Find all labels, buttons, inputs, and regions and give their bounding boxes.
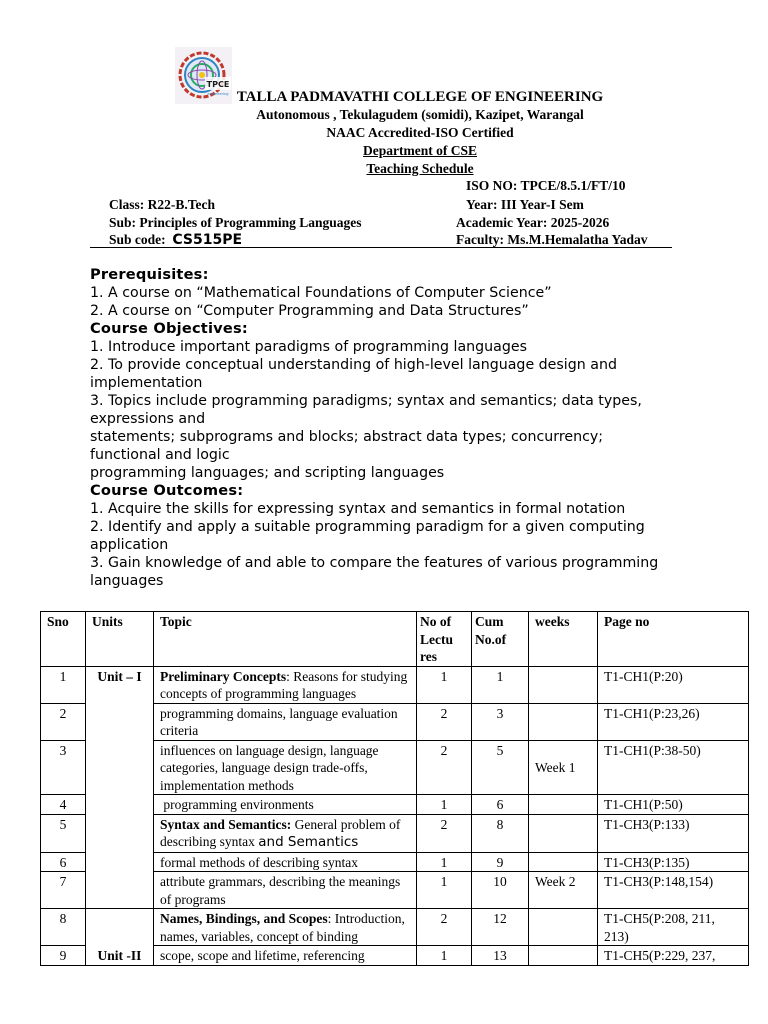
row-topic: influences on language design, language categories, language design trade-offs, implementation methods [154,740,417,795]
row-sno: 6 [41,852,86,872]
row-lectures: 1 [417,872,472,909]
table-row [41,666,749,703]
header-lectures: No of Lectu res [417,612,472,667]
teaching-schedule-table [40,611,749,966]
unit-label: Unit -II [86,909,154,966]
topic-bold: Preliminary Concepts [160,668,287,684]
row-week [529,946,598,966]
row-topic [154,666,417,703]
row-week: Week 1 [529,740,598,795]
row-sno: 3 [41,740,86,795]
svg-text:TPCE: TPCE [206,80,230,89]
sub-code-label: Sub code: [109,232,173,247]
row-cum: 3 [472,703,529,740]
row-page: T1-CH3(P:135) [598,852,749,872]
row-sno: 7 [41,872,86,909]
topic-text: General problem of describing syntax [160,816,401,849]
objective-item: statements; subprograms and blocks; abstract data types; concurrency; functional and logic [90,429,604,463]
header-sno: Sno [41,612,86,667]
department: Department of CSE [363,143,477,158]
topic-text: : Reasons for studying concepts of programming languages [160,668,408,701]
row-lectures: 2 [417,814,472,852]
accreditation: NAAC Accredited-ISO Certified [326,125,514,140]
row-week: Week 2 [529,872,598,909]
row-week [529,909,598,946]
iso-number: ISO NO: TPCE/8.5.1/FT/10 [466,178,626,193]
class-info: Class: R22-B.Tech [109,197,216,212]
objective-item: 1. Introduce important paradigms of programming languages [90,339,527,355]
header-divider [90,247,672,248]
sub-code: CS515PE [172,232,243,248]
faculty-info: Faculty: Ms.M.Hemalatha Yadav [456,232,648,247]
table-header-row [41,612,749,667]
row-week [529,703,598,740]
row-lectures: 2 [417,909,472,946]
row-week [529,666,598,703]
row-cum: 8 [472,814,529,852]
row-week [529,852,598,872]
sub-code-info [109,232,242,248]
row-topic [154,909,417,946]
row-sno: 4 [41,795,86,815]
outcomes-heading: Course Outcomes: [90,482,244,499]
row-page: T1-CH5(P:229, 237, [598,946,749,966]
objective-item: 3. Topics include programming paradigms; syntax and semantics; data types, expressions and [90,393,642,427]
row-page: T1-CH3(P:133) [598,814,749,852]
row-sno: 9 [41,946,86,966]
row-cum: 9 [472,852,529,872]
year-info: Year: III Year-I Sem [466,197,584,212]
row-lectures: 1 [417,946,472,966]
row-week [529,814,598,852]
course-description [90,266,730,590]
topic-text: : Introduction, names, variables, concept of binding [160,911,405,944]
row-sno: 1 [41,666,86,703]
academic-year: Academic Year: 2025-2026 [456,215,610,230]
header-page: Page no [598,612,749,667]
unit-label: Unit – I [86,666,154,909]
topic-text-sans: and Semantics [258,834,359,850]
objective-item: programming languages; and scripting languages [90,465,445,481]
topic-bold: Syntax and Semantics: [160,816,292,832]
row-lectures: 1 [417,666,472,703]
row-cum: 10 [472,872,529,909]
row-page: T1-CH3(P:148,154) [598,872,749,909]
prerequisite-item: 2. A course on “Computer Programming and Data Structures” [90,303,529,319]
row-topic: programming environments [154,795,417,815]
objective-item: 2. To provide conceptual understanding of high-level language design and implementation [90,357,617,391]
row-sno: 8 [41,909,86,946]
college-address: Autonomous , Tekulagudem (somidi), Kazipet, Warangal [256,107,584,122]
table-row [41,909,749,946]
row-lectures: 2 [417,703,472,740]
row-page: T1-CH1(P:23,26) [598,703,749,740]
row-cum: 12 [472,909,529,946]
prerequisite-item: 1. A course on “Mathematical Foundations of Computer Science” [90,285,552,301]
outcome-item: 2. Identify and apply a suitable programming paradigm for a given computing application [90,519,645,553]
row-week [529,795,598,815]
college-name: TALLA PADMAVATHI COLLEGE OF ENGINEERING [236,89,604,105]
objectives-heading: Course Objectives: [90,320,248,337]
row-topic: formal methods of describing syntax [154,852,417,872]
header-cum: Cum No.of [472,612,529,667]
schedule-title: Teaching Schedule [366,161,474,176]
row-topic: programming domains, language evaluation criteria [154,703,417,740]
header-weeks: weeks [529,612,598,667]
row-page: T1-CH1(P:50) [598,795,749,815]
outcome-item: 3. Gain knowledge of and able to compare the features of various programming languages [90,555,659,589]
header-units: Units [86,612,154,667]
outcome-item: 1. Acquire the skills for expressing syntax and semantics in formal notation [90,501,626,517]
row-cum: 5 [472,740,529,795]
row-lectures: 2 [417,740,472,795]
row-topic [154,814,417,852]
row-lectures: 1 [417,852,472,872]
row-cum: 13 [472,946,529,966]
prerequisites-heading: Prerequisites: [90,266,209,283]
row-sno: 2 [41,703,86,740]
row-sno: 5 [41,814,86,852]
svg-text:engineering: engineering [207,92,229,96]
topic-bold: Names, Bindings, and Scopes [160,911,328,926]
row-cum: 1 [472,666,529,703]
row-cum: 6 [472,795,529,815]
row-page: T1-CH1(P:38-50) [598,740,749,795]
subject-info: Sub: Principles of Programming Languages [109,215,362,230]
header-topic: Topic [154,612,417,667]
row-page: T1-CH5(P:208, 211, 213) [598,909,749,946]
row-lectures: 1 [417,795,472,815]
row-topic: attribute grammars, describing the meanings of programs [154,872,417,909]
row-page: T1-CH1(P:20) [598,666,749,703]
row-topic: scope, scope and lifetime, referencing [154,946,417,966]
